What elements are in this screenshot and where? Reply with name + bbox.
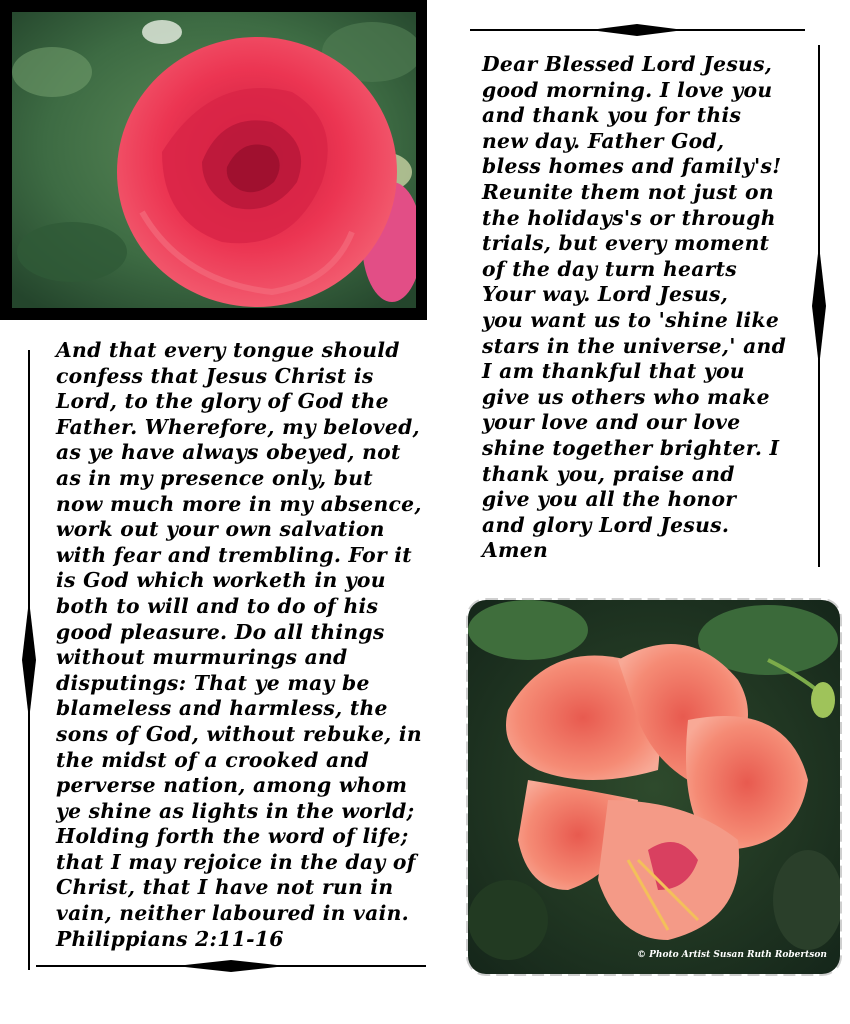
left-divider xyxy=(22,350,36,970)
hibiscus-photo xyxy=(468,600,840,974)
bottom-divider xyxy=(36,960,426,972)
rose-photo-frame xyxy=(0,0,427,320)
prayer-text: Dear Blessed Lord Jesus, good morning. I love you and thank you for this new day. Father God, bless homes and family's! Reunite them not just on the holidays's or through trials, but every moment of the day turn hearts Your way. Lord Jesus, you want us to 'shine like stars in the universe,' and I am thankful that you give us others who make your love and our love shine together brighter. I thank you, praise and give you all the honor and glory Lord Jesus. Amen xyxy=(482,52,787,563)
photo-credit: © Photo Artist Susan Ruth Robertson xyxy=(637,950,827,960)
right-divider xyxy=(812,45,826,567)
scripture-text: And that every tongue should confess that Jesus Christ is Lord, to the glory of God the Father. Wherefore, my beloved, as ye have always obeyed, not as in my presence only, but now much more in my absence, work out your own salvation with fear and trembling. For it is God which worketh in you both to will and to do of his good pleasure. Do all things without murmurings and disputings: That ye may be blameless and harmless, the sons of God, without rebuke, in the midst of a crooked and perverse nation, among whom ye shine as lights in the world; Holding forth the word of life; that I may rejoice in the day of Christ, that I have not run in vain, neither laboured in vain. Philippians 2:11-16 xyxy=(56,338,422,951)
rose-photo xyxy=(12,12,416,308)
top-divider xyxy=(470,24,805,36)
